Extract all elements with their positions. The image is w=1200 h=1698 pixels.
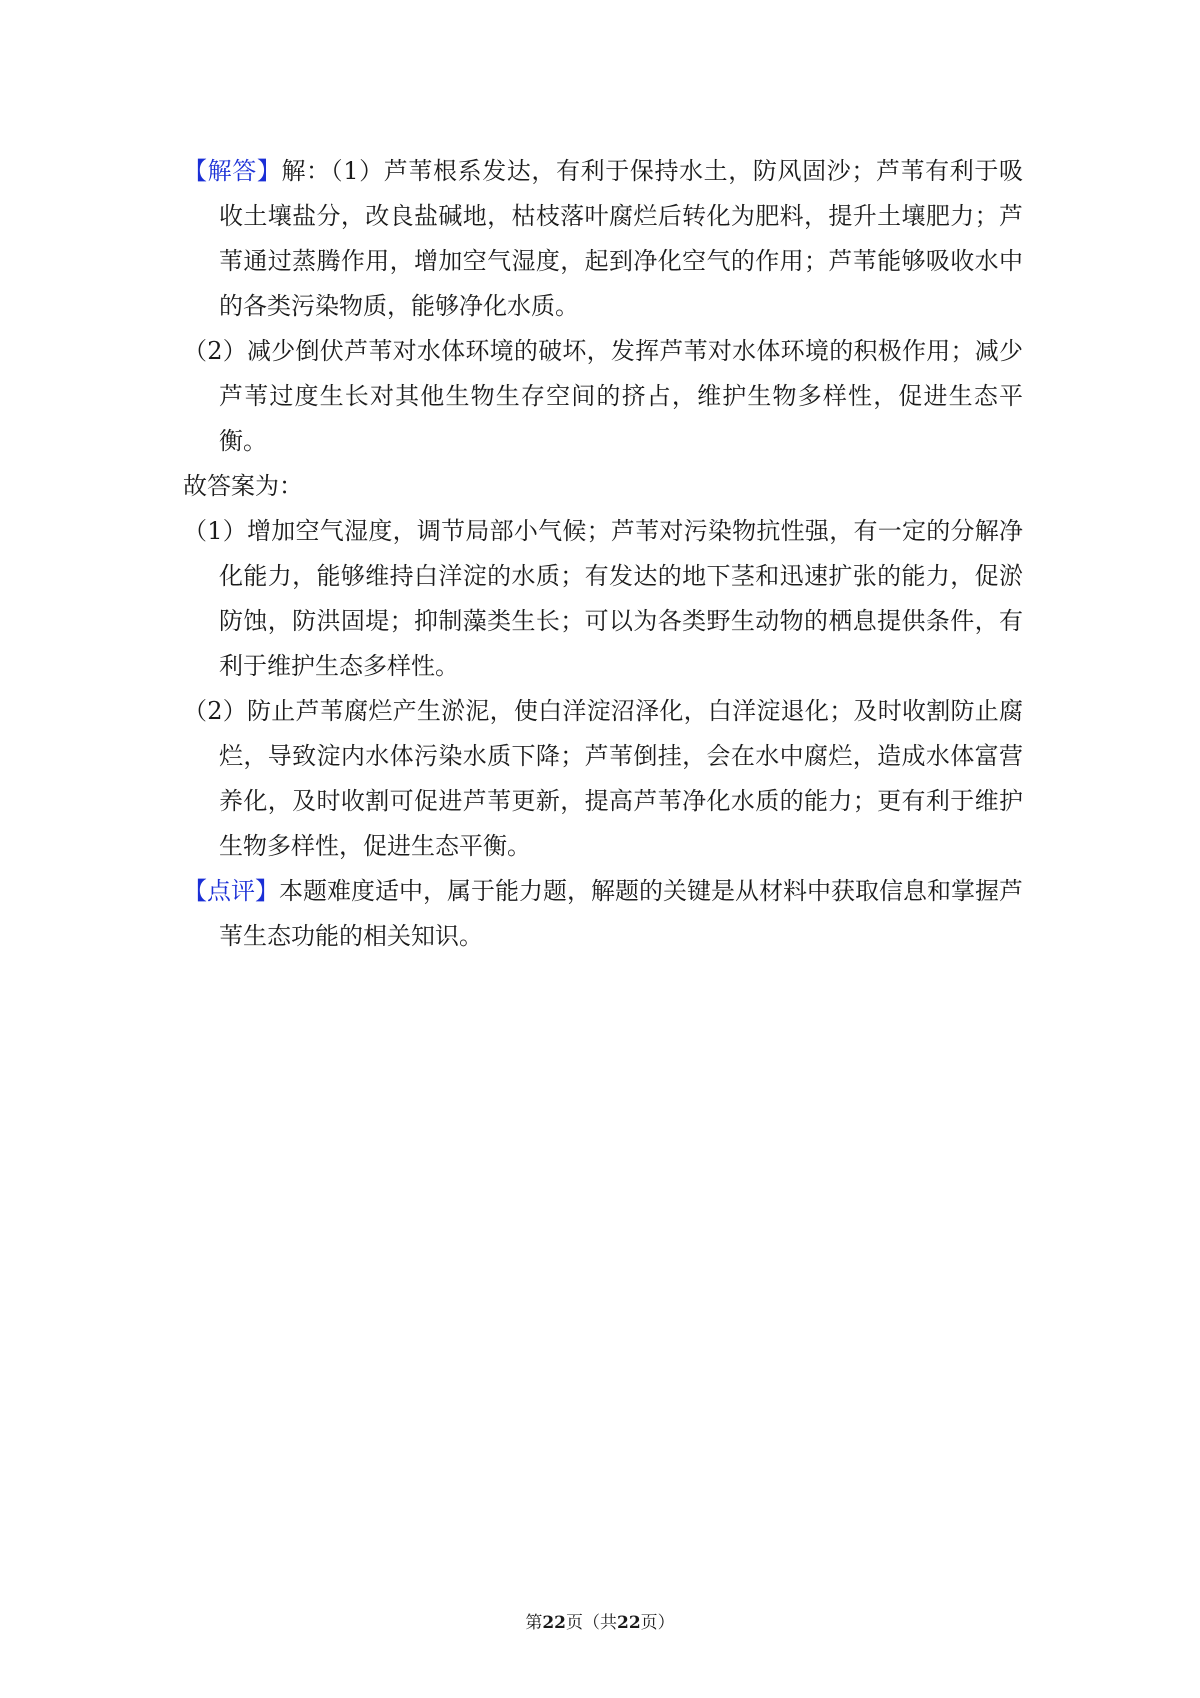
page-footer <box>0 1608 1200 1633</box>
final-answer-part-1: （1）增加空气湿度，调节局部小气候；芦苇对污染物抗性强，有一定的分解净化能力，能够维持白洋淀的水质；有发达的地下茎和迅速扩张的能力，促淤防蚀，防洪固堤；抑制藻类生长；可以为各类野生动物的栖息提供条件，有利于维护生态多样性。 <box>183 517 1023 680</box>
footer-prefix: 第 <box>525 1613 543 1633</box>
document-body <box>183 149 1023 959</box>
final-answer-part-2: （2）防止芦苇腐烂产生淤泥，使白洋淀沼泽化，白洋淀退化；及时收割防止腐烂，导致淀内水体污染水质下降；芦苇倒挂，会在水中腐烂，造成水体富营养化，及时收割可促进芦苇更新，提高芦苇净化水质的能力；更有利于维护生物多样性，促进生态平衡。 <box>183 697 1023 860</box>
answer-intro-text: 解：（1）芦苇根系发达，有利于保持水土，防风固沙；芦苇有利于吸收土壤盐分，改良盐碱地，枯枝落叶腐烂后转化为肥料，提升土壤肥力；芦苇通过蒸腾作用，增加空气湿度，起到净化空气的作用；芦苇能够吸收水中的各类污染物质，能够净化水质。 <box>219 157 1023 320</box>
comment-text: 本题难度适中，属于能力题，解题的关键是从材料中获取信息和掌握芦苇生态功能的相关知识。 <box>219 877 1023 950</box>
comment-paragraph <box>183 869 1023 959</box>
footer-middle: 页（共 <box>566 1613 617 1633</box>
comment-tag: 【点评】 <box>183 877 279 905</box>
footer-suffix: 页） <box>640 1613 675 1633</box>
footer-total-pages: 22 <box>617 1613 641 1633</box>
final-answer-label: 故答案为： <box>183 472 303 500</box>
answer-paragraph <box>183 149 1023 329</box>
answer-part-2: （2）减少倒伏芦苇对水体环境的破坏，发挥芦苇对水体环境的积极作用；减少芦苇过度生长对其他生物生存空间的挤占，维护生物多样性，促进生态平衡。 <box>183 337 1023 455</box>
answer-tag: 【解答】 <box>183 157 282 185</box>
footer-page-number: 22 <box>542 1613 566 1633</box>
